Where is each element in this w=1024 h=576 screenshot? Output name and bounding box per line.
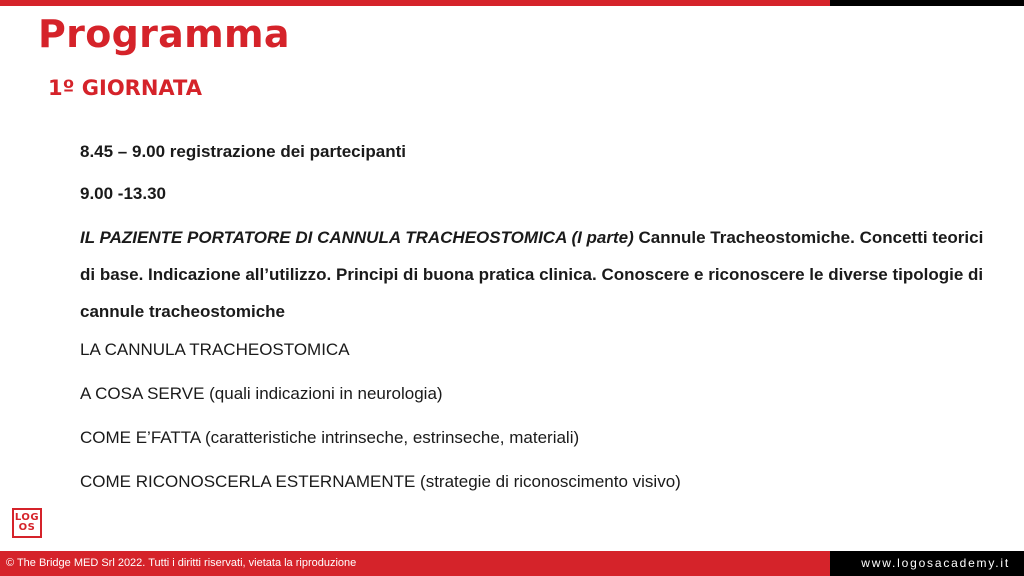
- session-time: 9.00 -13.30: [80, 184, 167, 203]
- copyright-text: © The Bridge MED Srl 2022. Tutti i diritti riservati, vietata la riproduzione: [6, 557, 357, 569]
- logo-text-bottom: OS: [18, 522, 36, 533]
- top-accent-bar: [0, 0, 830, 6]
- logo-text-top: LOG: [14, 512, 40, 523]
- topic-item: COME E’FATTA (caratteristiche intrinseche, estrinseche, materiali): [80, 428, 580, 447]
- day-subtitle: 1º GIORNATA: [48, 76, 202, 100]
- page-title: Programma: [38, 12, 290, 56]
- logos-logo: [12, 508, 42, 538]
- website-link[interactable]: www.logosacademy.it: [861, 556, 1010, 570]
- session-title: IL PAZIENTE PORTATORE DI CANNULA TRACHEOSTOMICA (I parte): [80, 228, 634, 247]
- topic-item: A COSA SERVE (quali indicazioni in neurologia): [80, 384, 443, 403]
- topic-item: LA CANNULA TRACHEOSTOMICA: [80, 340, 350, 359]
- registration-line: 8.45 – 9.00 registrazione dei partecipanti: [80, 142, 406, 161]
- session-paragraph: [80, 219, 990, 330]
- session-description: Cannule Tracheostomiche. Concetti teorici di base. Indicazione all’utilizzo. Principi di buona pratica clinica. Conoscere e riconoscere le diverse tipologie di cannule tracheostomiche: [80, 228, 984, 321]
- top-dark-bar: [830, 0, 1024, 6]
- topic-item: COME RICONOSCERLA ESTERNAMENTE (strategie di riconoscimento visivo): [80, 472, 681, 491]
- program-content: [80, 140, 990, 514]
